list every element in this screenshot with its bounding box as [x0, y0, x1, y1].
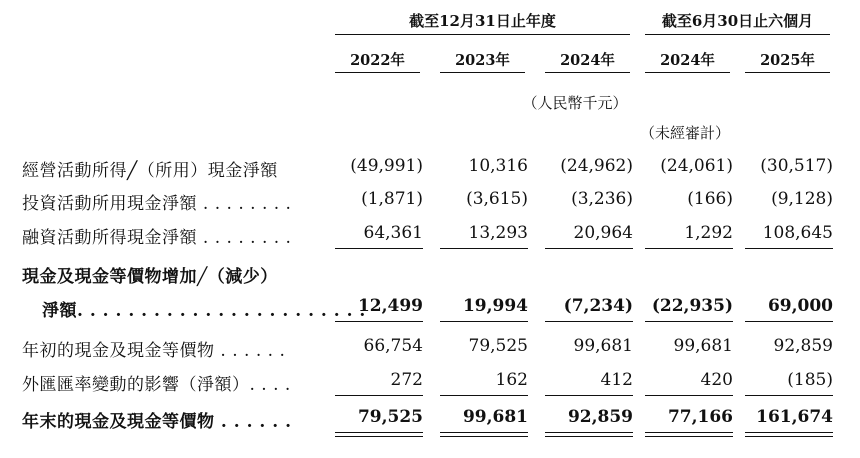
- header-six-months: 截至6月30日止六個月: [661, 12, 814, 30]
- header-six-months-rule: [645, 34, 830, 35]
- year-rule: [745, 72, 830, 73]
- table-cell: 10,316: [468, 156, 528, 176]
- fx-rule: [645, 395, 733, 396]
- unaudited-note: （未經審計）: [639, 124, 730, 142]
- table-cell: 99,681: [462, 407, 528, 427]
- net-change-rule: [745, 321, 833, 322]
- table-cell: 79,525: [357, 407, 423, 427]
- net-change-rule: [335, 321, 423, 322]
- table-cell: 92,859: [567, 407, 633, 427]
- table-cell: (24,962): [560, 156, 633, 176]
- subtotal-rule: [745, 248, 833, 249]
- table-cell: (7,234): [563, 296, 633, 316]
- year-header-2022: 2022年: [350, 52, 405, 69]
- table-cell: 77,166: [667, 407, 733, 427]
- table-cell: (166): [687, 189, 733, 209]
- table-cell: 412: [600, 370, 633, 390]
- table-cell: 69,000: [767, 296, 833, 316]
- table-cell: (49,991): [350, 156, 423, 176]
- currency-note: （人民幣千元）: [522, 94, 628, 112]
- table-cell: 420: [700, 370, 733, 390]
- net-change-rule: [440, 321, 528, 322]
- row-label-financing-cash: 融資活動所得現金淨額 . . . . . . . .: [22, 228, 292, 248]
- table-cell: 79,525: [468, 336, 528, 356]
- table-cell: (22,935): [651, 296, 733, 316]
- table-cell: 64,361: [363, 223, 423, 243]
- year-header-2024-6m: 2024年: [660, 52, 715, 69]
- table-cell: (3,615): [466, 189, 528, 209]
- table-cell: (9,128): [771, 189, 833, 209]
- row-label-closing-cash: 年末的現金及現金等價物 . . . . . .: [22, 412, 292, 432]
- subtotal-rule: [545, 248, 633, 249]
- fx-rule: [545, 395, 633, 396]
- total-double-rule: [645, 432, 733, 437]
- table-cell: 92,859: [773, 336, 833, 356]
- year-header-2025-6m: 2025年: [760, 52, 815, 69]
- row-label-operating-cash: 經營活動所得╱（所用）現金淨額: [22, 161, 278, 181]
- table-cell: 20,964: [573, 223, 633, 243]
- table-cell: 272: [390, 370, 423, 390]
- table-cell: (1,871): [361, 189, 423, 209]
- table-cell: (185): [787, 370, 833, 390]
- table-cell: (24,061): [660, 156, 733, 176]
- table-cell: 161,674: [756, 407, 833, 427]
- table-cell: 108,645: [762, 223, 833, 243]
- total-double-rule: [545, 432, 633, 437]
- fx-rule: [335, 395, 423, 396]
- fx-rule: [440, 395, 528, 396]
- header-fiscal-year: 截至12月31日止年度: [409, 12, 556, 30]
- table-cell: 13,293: [468, 223, 528, 243]
- table-cell: 99,681: [573, 336, 633, 356]
- row-label-investing-cash: 投資活動所用現金淨額 . . . . . . . .: [22, 194, 292, 214]
- row-label-opening-cash: 年初的現金及現金等價物 . . . . . .: [22, 341, 286, 361]
- table-cell: 162: [495, 370, 528, 390]
- year-rule: [335, 72, 420, 73]
- total-double-rule: [440, 432, 528, 437]
- subtotal-rule: [645, 248, 733, 249]
- net-change-rule: [645, 321, 733, 322]
- fx-rule: [745, 395, 833, 396]
- subtotal-rule: [335, 248, 423, 249]
- table-cell: 12,499: [357, 296, 423, 316]
- row-label-net-change: 淨額. . . . . . . . . . . . . . . . . . . . . . .: [42, 301, 366, 321]
- year-rule: [545, 72, 630, 73]
- year-rule: [440, 72, 525, 73]
- table-cell: 1,292: [684, 223, 733, 243]
- year-rule: [645, 72, 730, 73]
- table-cell: (3,236): [571, 189, 633, 209]
- year-header-2024-fy: 2024年: [560, 52, 615, 69]
- total-double-rule: [745, 432, 833, 437]
- table-cell: (30,517): [760, 156, 833, 176]
- year-header-2023: 2023年: [455, 52, 510, 69]
- table-cell: 66,754: [363, 336, 423, 356]
- total-double-rule: [335, 432, 423, 437]
- subtotal-rule: [440, 248, 528, 249]
- header-fiscal-year-rule: [335, 34, 630, 35]
- row-label-fx-effect: 外匯匯率變動的影響（淨額）. . . .: [22, 375, 291, 395]
- row-label-net-change-heading: 現金及現金等價物增加╱（減少）: [22, 267, 278, 287]
- table-cell: 99,681: [673, 336, 733, 356]
- table-cell: 19,994: [462, 296, 528, 316]
- net-change-rule: [545, 321, 633, 322]
